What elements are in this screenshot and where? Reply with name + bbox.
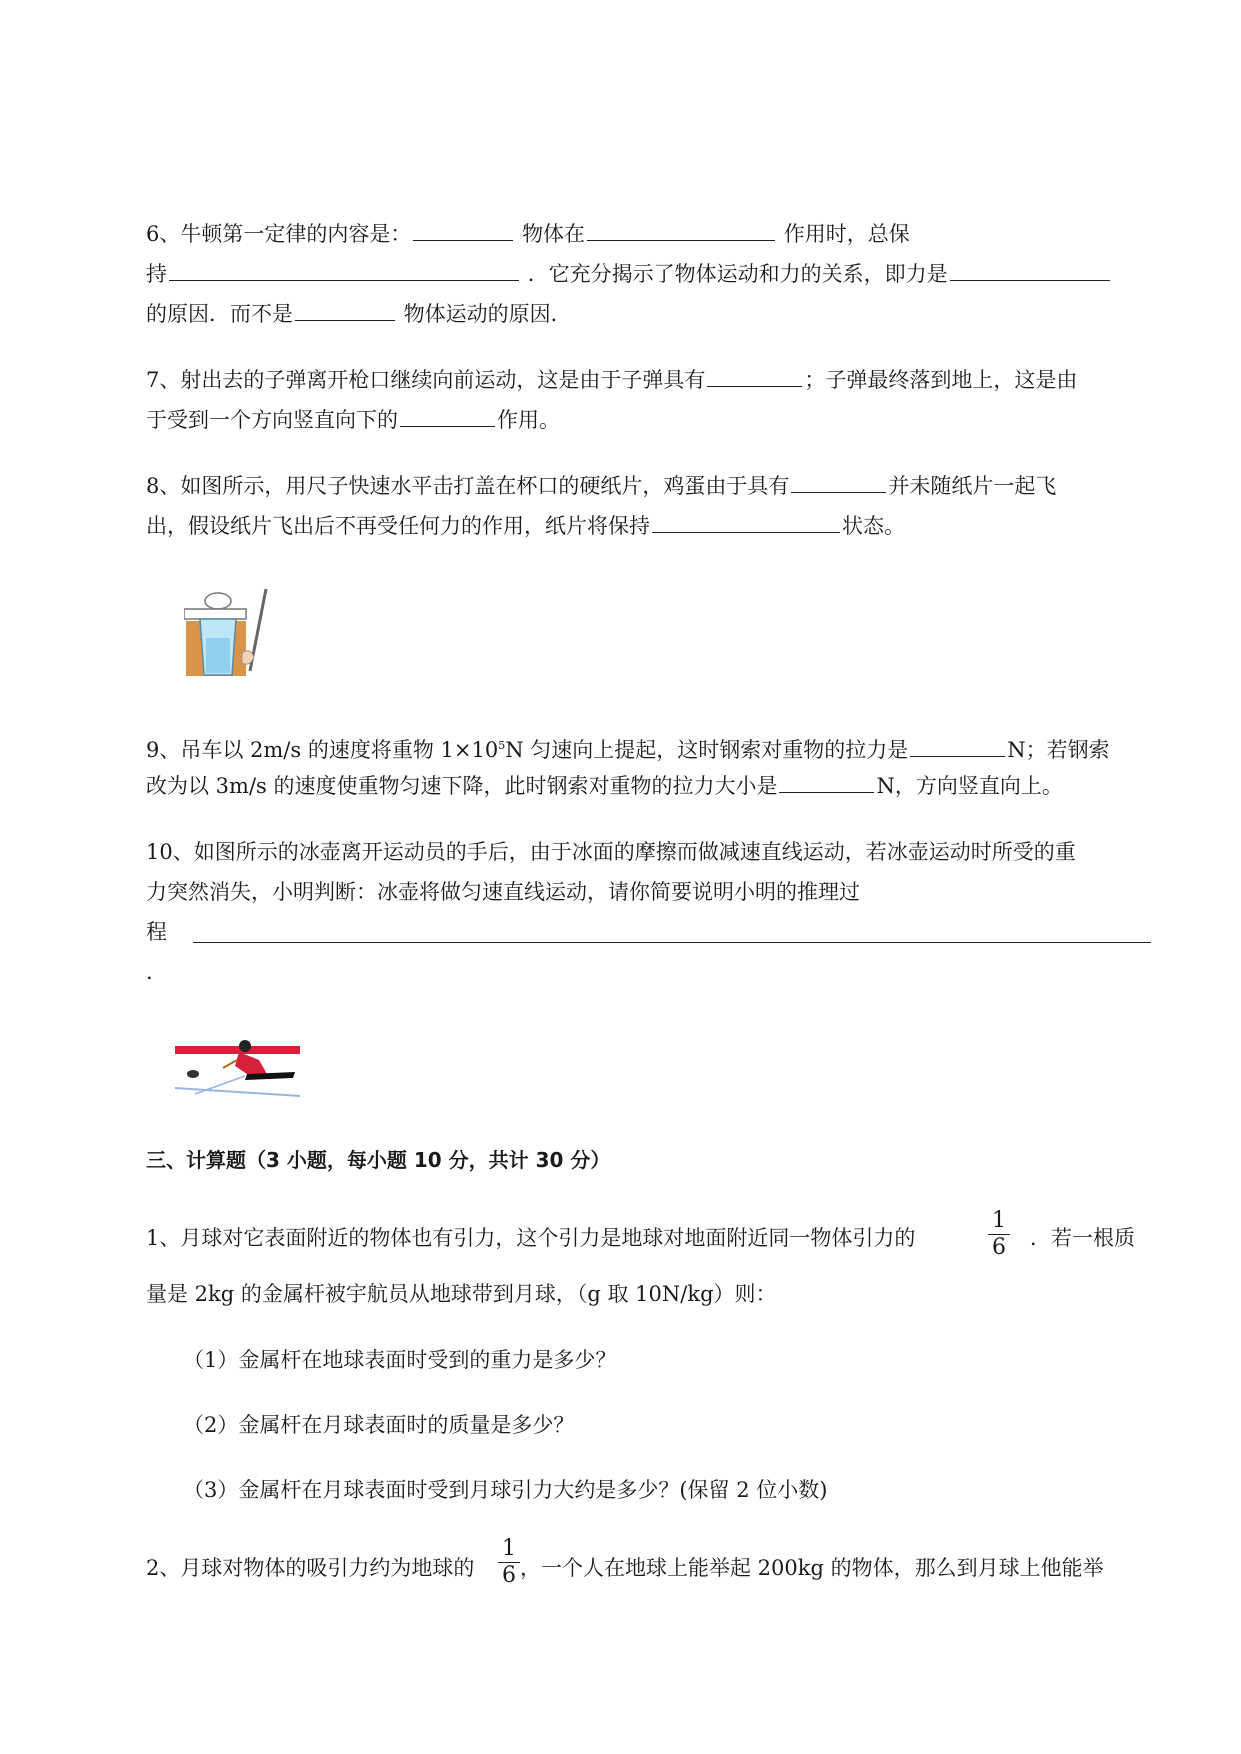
q10-text: . bbox=[146, 960, 153, 984]
q8-text: 8、如图所示，用尺子快速水平击打盖在杯口的硬纸片，鸡蛋由于具有 bbox=[146, 474, 790, 498]
cup-card-figure bbox=[184, 583, 282, 678]
q6-text: 6、牛顿第一定律的内容是： bbox=[146, 222, 412, 246]
q10-line-2 bbox=[146, 878, 860, 906]
section-heading bbox=[146, 1146, 610, 1174]
fraction-denominator: 6 bbox=[502, 1563, 516, 1588]
c1-line-1-tail bbox=[1030, 1224, 1135, 1252]
card bbox=[184, 609, 246, 619]
c1-line-2 bbox=[146, 1280, 777, 1308]
q9-text: N；若钢索 bbox=[1007, 738, 1110, 762]
athlete-head bbox=[239, 1040, 251, 1052]
answer-blank bbox=[413, 220, 513, 241]
section-heading-text: 三、计算题（3 小题，每小题 10 分，共计 30 分） bbox=[146, 1148, 611, 1172]
q10-line-1 bbox=[146, 838, 1076, 866]
c1-subquestion: （2）金属杆在月球表面时的质量是多少？ bbox=[183, 1413, 575, 1437]
red-banner bbox=[175, 1046, 300, 1054]
q10-line-4 bbox=[146, 958, 153, 986]
c2-text: 2、月球对物体的吸引力约为地球的 bbox=[146, 1556, 475, 1580]
q10-text: 力突然消失，小明判断：冰壶将做匀速直线运动，请你简要说明小明的推理过 bbox=[146, 880, 860, 904]
c1-subquestion: （3）金属杆在月球表面时受到月球引力大约是多少？(保留 2 位小数) bbox=[183, 1478, 828, 1502]
curling-stone-icon bbox=[187, 1070, 199, 1078]
q7-text: ；子弹最终落到地上，这是由 bbox=[804, 368, 1078, 392]
answer-blank bbox=[295, 300, 395, 321]
q8-text: 状态。 bbox=[842, 514, 905, 538]
q6-text: 物体运动的原因． bbox=[403, 302, 572, 326]
q8-text: 出，假设纸片飞出后不再受任何力的作用，纸片将保持 bbox=[146, 514, 650, 538]
c1-sub-2 bbox=[183, 1411, 574, 1439]
c1-subquestion: （1）金属杆在地球表面时受到的重力是多少？ bbox=[183, 1348, 617, 1372]
egg-icon bbox=[205, 593, 231, 609]
q9-text: 9、吊车以 2m/s 的速度将重物 1×10 bbox=[146, 738, 499, 762]
fraction-numerator: 1 bbox=[498, 1536, 520, 1563]
q6-text: 物体在 bbox=[522, 222, 586, 246]
q9-line-2 bbox=[146, 772, 1063, 800]
q8-line-1 bbox=[146, 472, 1056, 500]
c1-line-1 bbox=[146, 1224, 915, 1252]
answer-line bbox=[193, 942, 1151, 943]
q6-line-1 bbox=[146, 220, 910, 248]
water bbox=[206, 638, 230, 673]
c1-sub-3 bbox=[183, 1476, 827, 1504]
q6-line-2 bbox=[146, 260, 1112, 288]
fraction-numerator: 1 bbox=[988, 1208, 1010, 1235]
q6-line-3 bbox=[146, 300, 572, 328]
q9-text: 改为以 3m/s 的速度使重物匀速下降，此时钢索对重物的拉力大小是 bbox=[146, 774, 778, 798]
c2-line-1 bbox=[146, 1554, 474, 1582]
exponent: 5 bbox=[498, 739, 506, 752]
q10-line-3 bbox=[146, 918, 167, 946]
q7-text: 于受到一个方向竖直向下的 bbox=[146, 408, 398, 432]
answer-blank bbox=[652, 512, 840, 533]
q7-line-2 bbox=[146, 406, 560, 434]
c1-text: 1、月球对它表面附近的物体也有引力，这个引力是地球对地面附近同一物体引力的 bbox=[146, 1226, 916, 1250]
q7-line-1 bbox=[146, 366, 1077, 394]
c1-text: 量是 2kg 的金属杆被宇航员从地球带到月球，（g 取 10N/kg）则： bbox=[146, 1282, 777, 1306]
q10-text: 程 bbox=[146, 920, 167, 944]
fraction-one-sixth bbox=[988, 1208, 1010, 1261]
q9-text: N，方向竖直向上。 bbox=[876, 774, 1063, 798]
q7-text: 作用。 bbox=[497, 408, 560, 432]
c2-text: ，一个人在地球上能举起 200kg 的物体，那么到月球上他能举 bbox=[520, 1556, 1104, 1580]
c1-text: ．若一根质 bbox=[1030, 1226, 1135, 1250]
answer-blank bbox=[950, 260, 1110, 281]
c2-line-1-tail bbox=[520, 1554, 1104, 1582]
q7-text: 7、射出去的子弹离开枪口继续向前运动，这是由于子弹具有 bbox=[146, 368, 706, 392]
q6-text: 持 bbox=[146, 262, 167, 286]
c1-sub-1 bbox=[183, 1346, 616, 1374]
q6-text: 作用时，总保 bbox=[783, 222, 910, 246]
fraction-denominator: 6 bbox=[992, 1235, 1006, 1260]
answer-blank bbox=[707, 366, 802, 387]
q6-text: ．它充分揭示了物体运动和力的关系，即力是 bbox=[527, 262, 948, 286]
fraction-one-sixth bbox=[498, 1536, 520, 1589]
answer-blank bbox=[779, 772, 874, 793]
answer-blank bbox=[587, 220, 775, 241]
answer-blank bbox=[169, 260, 519, 281]
q9-line-1 bbox=[146, 732, 1110, 764]
answer-blank bbox=[910, 736, 1005, 757]
q8-line-2 bbox=[146, 512, 905, 540]
q6-text: 的原因．而不是 bbox=[146, 302, 293, 326]
answer-blank bbox=[400, 406, 495, 427]
answer-blank bbox=[791, 472, 886, 493]
q10-text: 10、如图所示的冰壶离开运动员的手后，由于冰面的摩擦而做减速直线运动，若冰壶运动时所受的重 bbox=[146, 840, 1076, 864]
q8-text: 并未随纸片一起飞 bbox=[888, 474, 1057, 498]
curling-figure bbox=[175, 1030, 300, 1098]
q9-text: N 匀速向上提起，这时钢索对重物的拉力是 bbox=[505, 738, 909, 762]
